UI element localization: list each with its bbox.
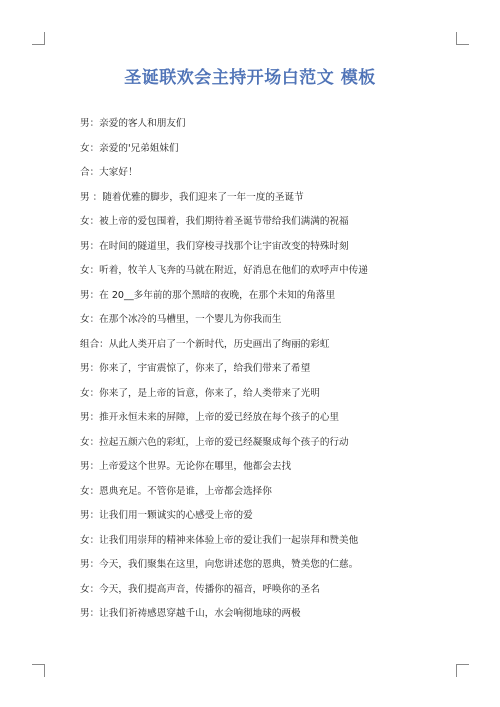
script-line: 女：你来了，是上帝的旨意，你来了，给人类带来了光明 [80,387,320,399]
script-line: 男：上帝爱这个世界。无论你在哪里，他都会去找 [80,461,292,472]
script-line: 女：今天，我们提高声音，传播你的福音，呼唤你的圣名 [80,583,320,595]
script-line: 男：推开永恒未来的屏障，上帝的爱已经放在每个孩子的心里 [80,412,340,423]
script-line: 女：恩典充足。不管你是谁，上帝都会选择你 [80,485,272,497]
page-corner-mark-top-right [456,32,469,45]
script-line: 女：亲爱的'兄弟姐妹们 [80,142,179,154]
script-line: 组合：从此人类开启了一个新时代，历史画出了绚丽的彩虹 [80,338,330,350]
page-corner-mark-bottom-left [32,664,45,677]
script-line: 合：大家好！ [80,167,138,178]
script-line: 男 ：随着优雅的脚步，我们迎来了一年一度的圣诞节 [80,191,304,203]
script-line: 女：听着，牧羊人飞奔的马就在附近，好消息在他们的欢呼声中传递 [80,265,368,276]
script-line: 男：在 20__多年前的那个黑暗的夜晚，在那个未知的角落里 [80,289,336,301]
script-line: 男：让我们祈祷感恩穿越千山，水会响彻地球的两极 [80,608,301,619]
script-line: 女：拉起五颜六色的彩虹，上帝的爱已经凝聚成每个孩子的行动 [80,436,349,448]
script-line: 女：被上帝的爱包围着，我们期待着圣诞节带给我们满满的祝福 [80,216,349,227]
script-line: 男：亲爱的客人和朋友们 [80,118,186,129]
script-line: 男：今天，我们聚集在这里，向您讲述您的恩典，赞美您的仁慈。 [80,559,359,570]
script-line: 男：你来了，宇宙震惊了，你来了，给我们带来了希望 [80,363,311,374]
page-corner-mark-bottom-right [456,664,469,677]
script-line: 女：让我们用崇拜的精神来体验上帝的爱让我们一起崇拜和赞美他 [80,534,359,546]
script-line: 女：在那个冰冷的马槽里，一个婴儿为你我而生 [80,314,282,325]
script-lines [80,112,480,627]
page-corner-mark-top-left [32,32,45,45]
script-line: 男：让我们用一颗诚实的心感受上帝的爱 [80,510,253,521]
document-title: 圣诞联欢会主持开场白范文 模板 [124,68,376,88]
script-line: 男：在时间的隧道里，我们穿梭寻找那个让宇宙改变的特殊时刻 [80,240,349,252]
